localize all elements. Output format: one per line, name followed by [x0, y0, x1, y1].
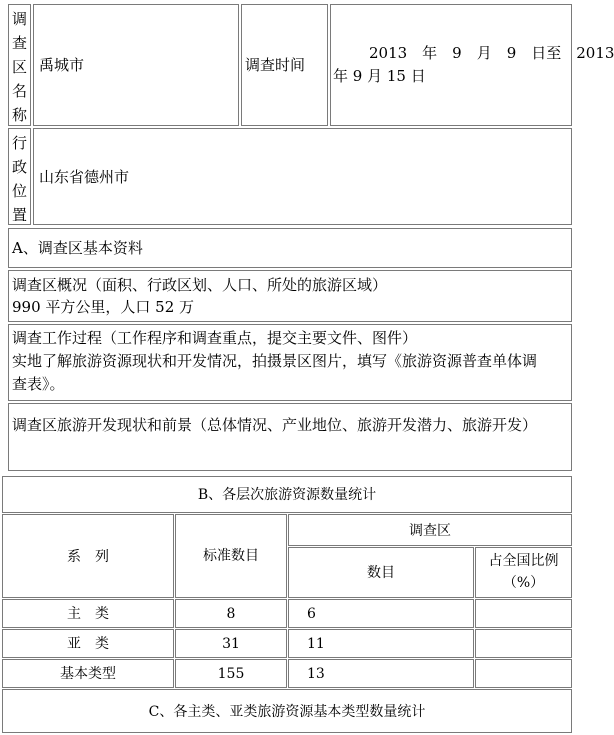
row-count: 11 [307, 636, 325, 652]
process-line1: 实地了解旅游资源现状和开发情况，拍摄景区图片，填写《旅游资源普查单体调 [12, 352, 538, 370]
header-series-label: 系 列 [67, 549, 109, 565]
section-c-title-cell [2, 689, 572, 733]
row-standard: 31 [222, 636, 240, 652]
row-count: 13 [307, 666, 325, 682]
survey-time-line1: 2013 年 9 月 9 日至 2013 [369, 44, 614, 62]
section-a-title: A、调查区基本资料 [12, 239, 143, 257]
header-ratio-line2: （%） [502, 575, 545, 591]
header-series [2, 514, 174, 598]
section-b-title-cell [2, 476, 572, 513]
cell-name-label [8, 4, 31, 126]
location-label-char: 置 [11, 206, 27, 224]
name-label-char: 名 [11, 82, 27, 100]
prospect-title: 调查区旅游开发现状和前景（总体情况、产业地位、旅游开发潜力、旅游开发） [12, 416, 538, 434]
header-survey-area [288, 514, 572, 546]
table-row-standard [175, 629, 287, 658]
cell-process [8, 324, 572, 401]
table-row-standard [175, 599, 287, 628]
name-label-chars [9, 7, 30, 127]
cell-time-value [330, 4, 614, 126]
row-series: 主 类 [67, 606, 109, 622]
table-row-ratio [475, 629, 572, 658]
header-standard-label: 标准数目 [203, 548, 259, 564]
table-row-count [288, 599, 474, 628]
cell-overview [8, 270, 572, 322]
name-label-char: 调 [11, 10, 27, 28]
row-count: 6 [307, 606, 316, 622]
survey-time-label: 调查时间 [245, 56, 306, 74]
process-line2: 查表》。 [12, 375, 65, 393]
header-ratio [475, 547, 572, 598]
cell-location-value [33, 128, 572, 225]
header-count [288, 547, 474, 598]
header-standard [175, 514, 287, 598]
row-series: 基本类型 [60, 666, 116, 682]
location-label-char: 行 [11, 134, 27, 152]
name-label-char: 区 [11, 58, 27, 76]
section-b-title: B、各层次旅游资源数量统计 [197, 487, 377, 503]
cell-location-label [8, 128, 31, 225]
table-row-series [2, 629, 174, 658]
name-label-char: 称 [11, 106, 27, 124]
overview-value: 990 平方公里，人口 52 万 [12, 298, 195, 316]
location-label-char: 政 [11, 158, 27, 176]
process-title: 调查工作过程（工作程序和调查重点，提交主要文件、图件） [12, 329, 418, 347]
header-survey-area-label: 调查区 [409, 523, 451, 539]
table-row-series [2, 599, 174, 628]
location-label-chars [9, 131, 30, 227]
cell-prospect [8, 403, 572, 471]
overview-title: 调查区概况（面积、行政区划、人口、所处的旅游区域） [12, 276, 388, 294]
header-ratio-line1: 占全国比例 [488, 553, 559, 569]
table-row-ratio [475, 599, 572, 628]
table-row-count [288, 659, 474, 688]
row-series: 亚 类 [67, 636, 109, 652]
table-row-ratio [475, 659, 572, 688]
cell-time-label [241, 4, 328, 126]
row-standard: 155 [217, 666, 245, 682]
section-a-header [8, 228, 572, 268]
survey-time-line2: 年 9 月 15 日 [333, 67, 426, 85]
table-row-standard [175, 659, 287, 688]
cell-name-value [33, 4, 239, 126]
section-c-title: C、各主类、亚类旅游资源基本类型数量统计 [148, 704, 426, 720]
location-value: 山东省德州市 [39, 168, 130, 186]
name-label-char: 查 [11, 34, 27, 52]
table-row-series [2, 659, 174, 688]
table-row-count [288, 629, 474, 658]
row-standard: 8 [226, 606, 236, 622]
header-count-label: 数目 [367, 565, 395, 581]
location-label-char: 位 [11, 182, 27, 200]
area-name: 禹城市 [39, 56, 85, 74]
